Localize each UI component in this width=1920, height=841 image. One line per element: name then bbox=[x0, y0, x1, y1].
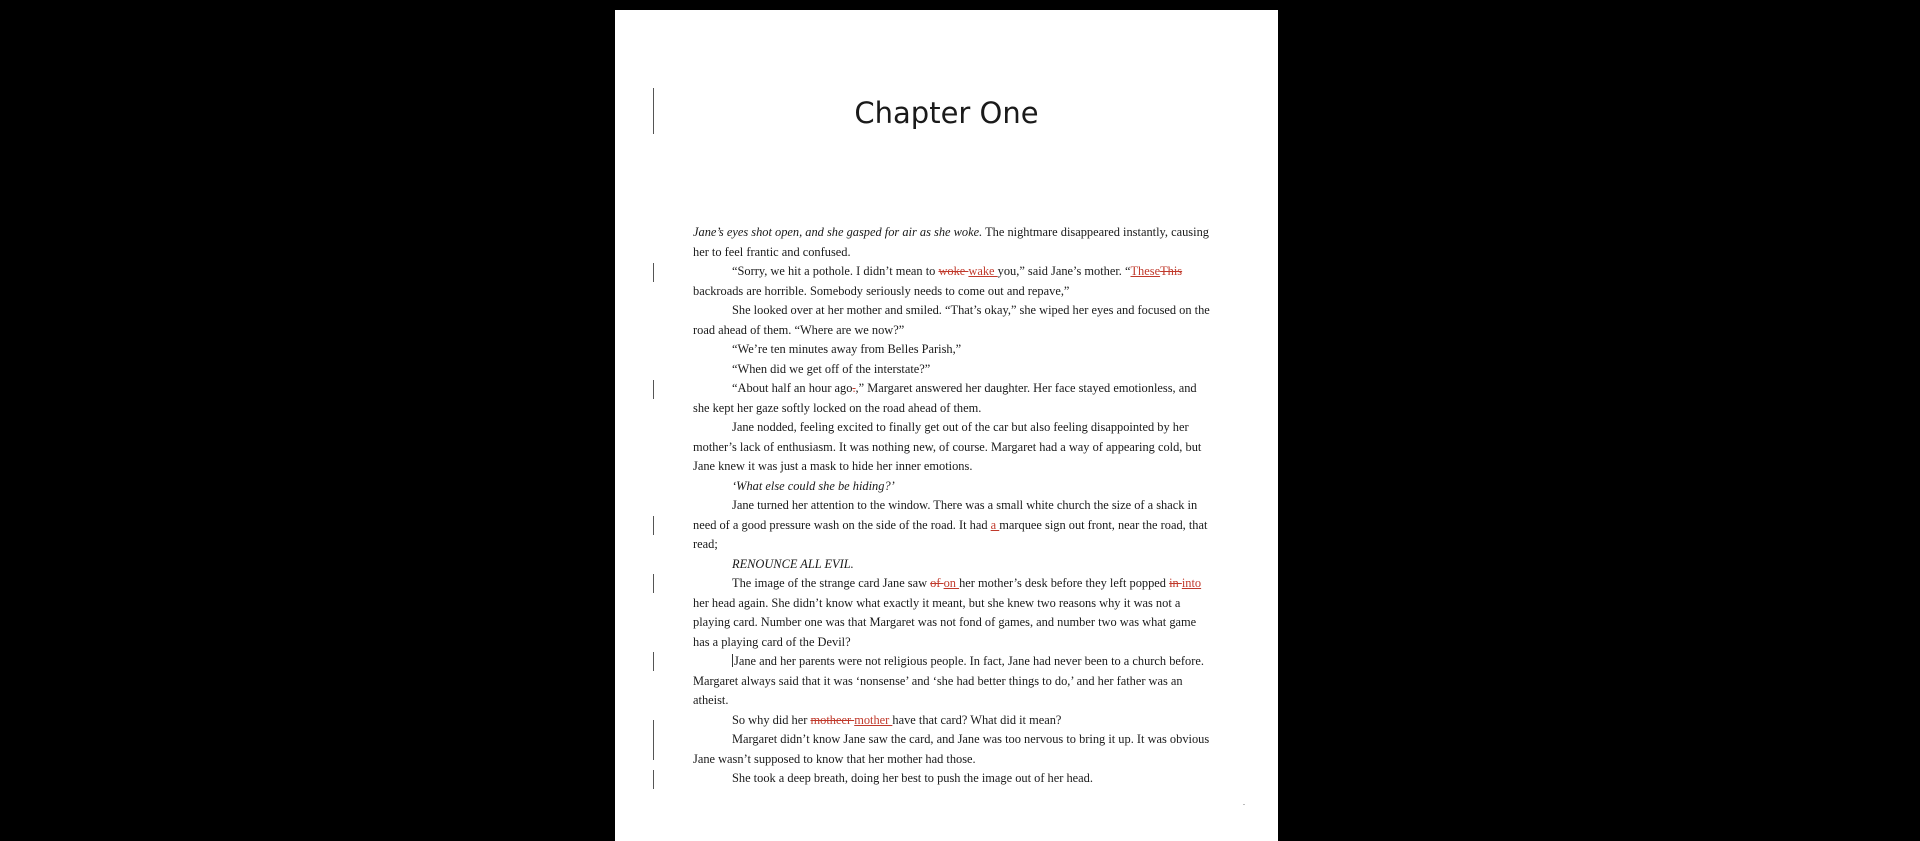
deleted-text: motheer bbox=[810, 712, 855, 727]
text-run: The nightmare disappeared instantly, causing her to feel frantic and confused. bbox=[693, 225, 1209, 259]
inserted-text: on bbox=[943, 576, 960, 590]
change-bar bbox=[653, 652, 654, 671]
paragraph[interactable] bbox=[693, 360, 1213, 380]
inserted-text: mother bbox=[854, 712, 893, 727]
change-bar bbox=[653, 770, 654, 789]
paragraph[interactable] bbox=[693, 652, 1213, 711]
paragraph[interactable] bbox=[693, 379, 1213, 418]
italic-text: Jane’s eyes shot open, and she gasped for air as she woke. bbox=[693, 225, 983, 239]
change-bar bbox=[653, 516, 654, 535]
inserted-text: into bbox=[1181, 576, 1202, 590]
text-run: “We’re ten minutes away from Belles Parish,” bbox=[732, 342, 962, 356]
deleted-text: This bbox=[1160, 264, 1183, 278]
deleted-text: . bbox=[852, 381, 856, 395]
paragraph[interactable] bbox=[693, 223, 1213, 262]
inserted-text: wake bbox=[968, 264, 998, 278]
paragraph[interactable] bbox=[693, 262, 1213, 301]
italic-text: RENOUNCE ALL EVIL. bbox=[732, 556, 854, 571]
change-bar bbox=[653, 574, 654, 593]
text-cursor bbox=[732, 654, 733, 667]
italic-text: ‘What else could she be hiding?’ bbox=[732, 478, 895, 493]
text-run: Jane turned her attention to the window. There was a small white church the size of a shack in need of a good pressure wash on the side of the road. It had bbox=[693, 498, 1198, 532]
text-run: “About half an hour ago bbox=[732, 381, 853, 395]
text-run: So why did her bbox=[732, 712, 811, 727]
paragraph[interactable] bbox=[693, 769, 1213, 789]
paragraph[interactable] bbox=[693, 574, 1213, 652]
text-run: Jane nodded, feeling excited to finally get out of the car but also feeling disappointed by her mother’s lack of enthusiasm. It was nothing new, of course. Margaret had a way of appearing cold, but Jane knew it was just a mask to hide her inner emotions. bbox=[693, 420, 1202, 473]
deleted-text: woke bbox=[938, 264, 969, 278]
chapter-title[interactable]: Chapter One bbox=[854, 96, 1039, 130]
inserted-text: a bbox=[990, 517, 1000, 532]
text-run: The image of the strange card Jane saw bbox=[732, 576, 931, 590]
text-run: She took a deep breath, doing her best to push the image out of her head. bbox=[732, 771, 1093, 785]
paragraph[interactable] bbox=[693, 711, 1213, 731]
deleted-text: in bbox=[1169, 576, 1182, 590]
paragraph[interactable] bbox=[693, 418, 1213, 477]
text-run: She looked over at her mother and smiled. “That’s okay,” she wiped her eyes and focused on the road ahead of them. “Where are we now?” bbox=[693, 303, 1210, 337]
page-corner-mark bbox=[1243, 804, 1245, 805]
change-bar bbox=[653, 720, 654, 760]
change-bar bbox=[653, 263, 654, 282]
manuscript-body[interactable] bbox=[693, 223, 1213, 789]
text-run: have that card? What did it mean? bbox=[892, 712, 1062, 727]
inserted-text: These bbox=[1130, 264, 1161, 278]
change-bar bbox=[653, 380, 654, 399]
text-run: backroads are horrible. Somebody seriously needs to come out and repave,” bbox=[693, 283, 1070, 298]
paragraph[interactable] bbox=[693, 477, 1213, 497]
paragraph[interactable] bbox=[693, 340, 1213, 360]
text-run: “Sorry, we hit a pothole. I didn’t mean to bbox=[732, 264, 939, 278]
paragraph[interactable] bbox=[693, 730, 1213, 769]
deleted-text: of bbox=[930, 576, 944, 590]
document-page[interactable] bbox=[615, 10, 1278, 841]
paragraph[interactable] bbox=[693, 301, 1213, 340]
text-run: ,” Margaret answered her daughter. Her face stayed emotionless, and she kept her gaze softly locked on the road ahead of them. bbox=[693, 381, 1197, 415]
text-run: you,” said Jane’s mother. “ bbox=[997, 264, 1131, 278]
text-run: Margaret didn’t know Jane saw the card, and Jane was too nervous to bring it up. It was obvious Jane wasn’t supposed to know that her mother had those. bbox=[693, 732, 1210, 766]
text-run: “When did we get off of the interstate?” bbox=[732, 361, 931, 376]
text-run: her mother’s desk before they left popped bbox=[959, 576, 1170, 590]
text-run: Jane and her parents were not religious people. In fact, Jane had never been to a church before. Margaret always said that it was ‘nonsense’ and ‘she had better things to do,’ and her father was an atheist. bbox=[693, 654, 1204, 707]
paragraph[interactable] bbox=[693, 555, 1213, 575]
text-run: marquee sign out front, near the road, that read; bbox=[693, 517, 1208, 551]
paragraph[interactable] bbox=[693, 496, 1213, 555]
text-run: her head again. She didn’t know what exactly it meant, but she knew two reasons why it was not a playing card. Number one was that Margaret was not fond of games, and number two was what game has a playing card of the Devil? bbox=[693, 595, 1197, 649]
